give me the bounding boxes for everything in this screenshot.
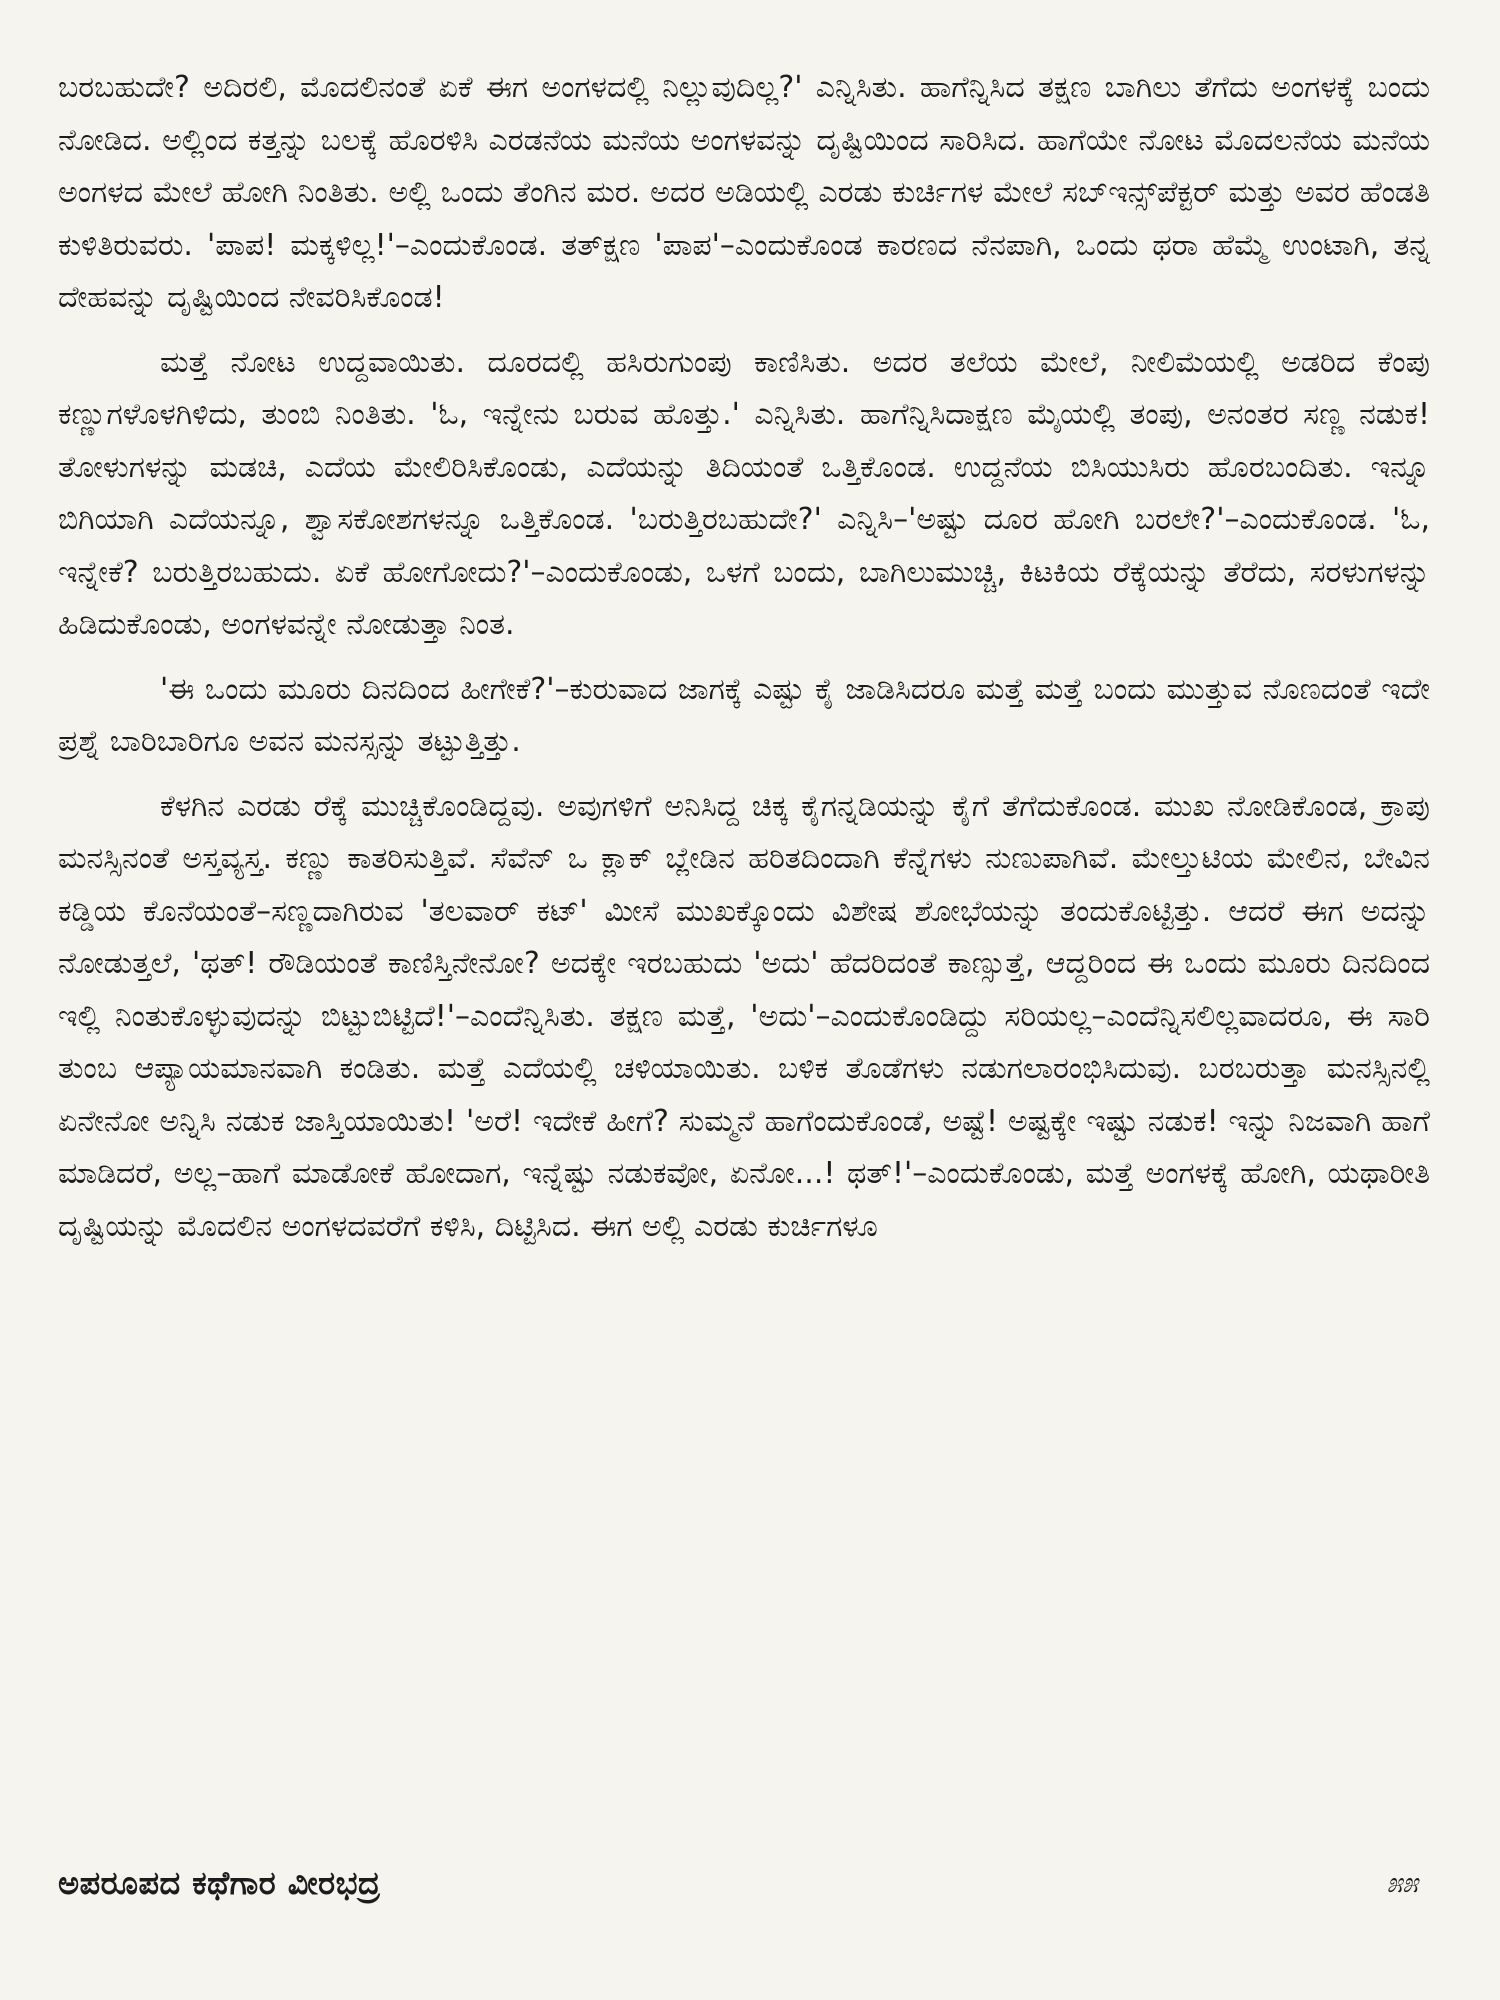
paragraph-4: ಕೆಳಗಿನ ಎರಡು ರೆಕ್ಕೆ ಮುಚ್ಚಿಕೊಂಡಿದ್ದವು. ಅವುಗಳಿಗೆ ಅನಿಸಿದ್ದ ಚಿಕ್ಕ ಕೈಗನ್ನಡಿಯನ್ನು ಕೈಗೆ ತೆಗೆದುಕೊಂಡ. ಮುಖ ನೋಡಿಕೊಂಡ, ಕ್ರಾಪು ಮನಸ್ಸಿನಂತೆ ಅಸ್ತವ್ಯಸ್ತ. ಕಣ್ಣು ಕಾತರಿಸುತ್ತಿವೆ. ಸೆವೆನ್ ಒ ಕ್ಲಾಕ್ ಬ್ಲೇಡಿನ ಹರಿತದಿಂದಾಗಿ ಕೆನ್ನೆಗಳು ನುಣುಪಾಗಿವೆ. ಮೇಲ್ತುಟಿಯ ಮೇಲಿನ, ಬೇವಿನ ಕಡ್ಡಿಯ ಕೊನೆಯಂತೆ–ಸಣ್ಣದಾಗಿರುವ 'ತಲವಾರ್ ಕಟ್' ಮೀಸೆ ಮುಖಕ್ಕೊಂದು ವಿಶೇಷ ಶೋಭೆಯನ್ನು ತಂದುಕೊಟ್ಟಿತ್ತು. ಆದರೆ ಈಗ ಅದನ್ನು ನೋಡುತ್ತಲೆ, 'ಥತ್! ರೌಡಿಯಂತೆ ಕಾಣಿಸ್ತಿನೇನೋ? ಅದಕ್ಕೇ ಇರಬಹುದು 'ಅದು' ಹೆದರಿದಂತೆ ಕಾಣ್ಸುತ್ತೆ, ಆದ್ದರಿಂದ ಈ ಒಂದು ಮೂರು ದಿನದಿಂದ ಇಲ್ಲಿ ನಿಂತುಕೊಳ್ಳುವುದನ್ನು ಬಿಟ್ಟುಬಿಟ್ಟಿದೆ!'–ಎಂದೆನ್ನಿಸಿತು. ತಕ್ಷಣ ಮತ್ತೆ, 'ಅದು'–ಎಂದುಕೊಂಡಿದ್ದು ಸರಿಯಲ್ಲ–ಎಂದೆನ್ನಿಸಲಿಲ್ಲವಾದರೂ, ಈ ಸಾರಿ ತುಂಬ ಆಪ್ಯಾಯಮಾನವಾಗಿ ಕಂಡಿತು. ಮತ್ತೆ ಎದೆಯಲ್ಲಿ ಚಳಿಯಾಯಿತು. ಬಳಿಕ ತೊಡೆಗಳು ನಡುಗಲಾರಂಭಿಸಿದುವು. ಬರಬರುತ್ತಾ ಮನಸ್ಸಿನಲ್ಲಿ ಏನೇನೋ ಅನ್ನಿಸಿ ನಡುಕ ಜಾಸ್ತಿಯಾಯಿತು! 'ಅರೆ! ಇದೇಕೆ ಹೀಗೆ? ಸುಮ್ಮನೆ ಹಾಗೆಂದುಕೊಂಡೆ, ಅಷ್ಟೆ! ಅಷ್ಟಕ್ಕೇ ಇಷ್ಟು ನಡುಕ! ಇನ್ನು ನಿಜವಾಗಿ ಹಾಗೆ ಮಾಡಿದರೆ, ಅಲ್ಲ–ಹಾಗೆ ಮಾಡೋಕೆ ಹೋದಾಗ, ಇನ್ನೆಷ್ಟು ನಡುಕವೋ, ಏನೋ...! ಥತ್!'–ಎಂದುಕೊಂಡು, ಮತ್ತೆ ಅಂಗಳಕ್ಕೆ ಹೋಗಿ, ಯಥಾರೀತಿ ದೃಷ್ಟಿಯನ್ನು ಮೊದಲಿನ ಅಂಗಳದವರೆಗೆ ಕಳಿಸಿ, ದಿಟ್ಟಿಸಿದ. ಈಗ ಅಲ್ಲಿ ಎರಡು ಕುರ್ಚಿಗಳೂ	[58, 788, 1430, 1244]
page-number: ೫೫	[1386, 1866, 1418, 1899]
paragraph-1: ಬರಬಹುದೇ? ಅದಿರಲಿ, ಮೊದಲಿನಂತೆ ಏಕೆ ಈಗ ಅಂಗಳದಲ್ಲಿ ನಿಲ್ಲುವುದಿಲ್ಲ?' ಎನ್ನಿಸಿತು. ಹಾಗೆನ್ನಿಸಿದ ತಕ್ಷಣ ಬಾಗಿಲು ತೆಗೆದು ಅಂಗಳಕ್ಕೆ ಬಂದು ನೋಡಿದ. ಅಲ್ಲಿಂದ ಕತ್ತನ್ನು ಬಲಕ್ಕೆ ಹೊರಳಿಸಿ ಎರಡನೆಯ ಮನೆಯ ಅಂಗಳವನ್ನು ದೃಷ್ಟಿಯಿಂದ ಸಾರಿಸಿದ. ಹಾಗೆಯೇ ನೋಟ ಮೊದಲನೆಯ ಮನೆಯ ಅಂಗಳದ ಮೇಲೆ ಹೋಗಿ ನಿಂತಿತು. ಅಲ್ಲಿ ಒಂದು ತೆಂಗಿನ ಮರ. ಅದರ ಅಡಿಯಲ್ಲಿ ಎರಡು ಕುರ್ಚಿಗಳ ಮೇಲೆ ಸಬ್‌ಇನ್ಸ್‌ಪೆಕ್ಟರ್ ಮತ್ತು ಅವರ ಹೆಂಡತಿ ಕುಳಿತಿರುವರು. 'ಪಾಪ! ಮಕ್ಕಳಿಲ್ಲ!'–ಎಂದುಕೊಂಡ. ತತ್‌ಕ್ಷಣ 'ಪಾಪ'–ಎಂದುಕೊಂಡ ಕಾರಣದ ನೆನಪಾಗಿ, ಒಂದು ಥರಾ ಹೆಮ್ಮೆ ಉಂಟಾಗಿ, ತನ್ನ ದೇಹವನ್ನು ದೃಷ್ಟಿಯಿಂದ ನೇವರಿಸಿಕೊಂಡ!	[58, 70, 1430, 315]
paragraph-3: 'ಈ ಒಂದು ಮೂರು ದಿನದಿಂದ ಹೀಗೇಕೆ?'–ಕುರುವಾದ ಜಾಗಕ್ಕೆ ಎಷ್ಟು ಕೈ ಜಾಡಿಸಿದರೂ ಮತ್ತೆ ಮತ್ತೆ ಬಂದು ಮುತ್ತುವ ನೊಣದಂತೆ ಇದೇ ಪ್ರಶ್ನೆ ಬಾರಿಬಾರಿಗೂ ಅವನ ಮನಸ್ಸನ್ನು ತಟ್ಟುತ್ತಿತ್ತು.	[58, 671, 1430, 759]
page-footer	[58, 1855, 1430, 1911]
book-page	[58, 62, 1430, 1962]
running-title: ಅಪರೂಪದ ಕಥೆಗಾರ ವೀರಭದ್ರ	[58, 1863, 381, 1902]
paragraph-2: ಮತ್ತೆ ನೋಟ ಉದ್ದವಾಯಿತು. ದೂರದಲ್ಲಿ ಹಸಿರುಗುಂಪು ಕಾಣಿಸಿತು. ಅದರ ತಲೆಯ ಮೇಲೆ, ನೀಲಿಮೆಯಲ್ಲಿ ಅಡರಿದ ಕೆಂಪು ಕಣ್ಣುಗಳೊಳಗಿಳಿದು, ತುಂಬಿ ನಿಂತಿತು. 'ಓ, ಇನ್ನೇನು ಬರುವ ಹೊತ್ತು.' ಎನ್ನಿಸಿತು. ಹಾಗೆನ್ನಿಸಿದಾಕ್ಷಣ ಮೈಯಲ್ಲಿ ತಂಪು, ಅನಂತರ ಸಣ್ಣ ನಡುಕ! ತೋಳುಗಳನ್ನು ಮಡಚಿ, ಎದೆಯ ಮೇಲಿರಿಸಿಕೊಂಡು, ಎದೆಯನ್ನು ತಿದಿಯಂತೆ ಒತ್ತಿಕೊಂಡ. ಉದ್ದನೆಯ ಬಿಸಿಯುಸಿರು ಹೊರಬಂದಿತು. ಇನ್ನೂ ಬಿಗಿಯಾಗಿ ಎದೆಯನ್ನೂ, ಶ್ವಾಸಕೋಶಗಳನ್ನೂ ಒತ್ತಿಕೊಂಡ. 'ಬರುತ್ತಿರಬಹುದೇ?' ಎನ್ನಿಸಿ–'ಅಷ್ಟು ದೂರ ಹೋಗಿ ಬರಲೇ?'–ಎಂದುಕೊಂಡ. 'ಓ, ಇನ್ನೇಕೆ? ಬರುತ್ತಿರಬಹುದು. ಏಕೆ ಹೋಗೋದು?'–ಎಂದುಕೊಂಡು, ಒಳಗೆ ಬಂದು, ಬಾಗಿಲುಮುಚ್ಚಿ, ಕಿಟಕಿಯ ರೆಕ್ಕೆಯನ್ನು ತೆರೆದು, ಸರಳುಗಳನ್ನು ಹಿಡಿದುಕೊಂಡು, ಅಂಗಳವನ್ನೇ ನೋಡುತ್ತಾ ನಿಂತ.	[58, 344, 1430, 642]
body-text	[58, 62, 1430, 1253]
